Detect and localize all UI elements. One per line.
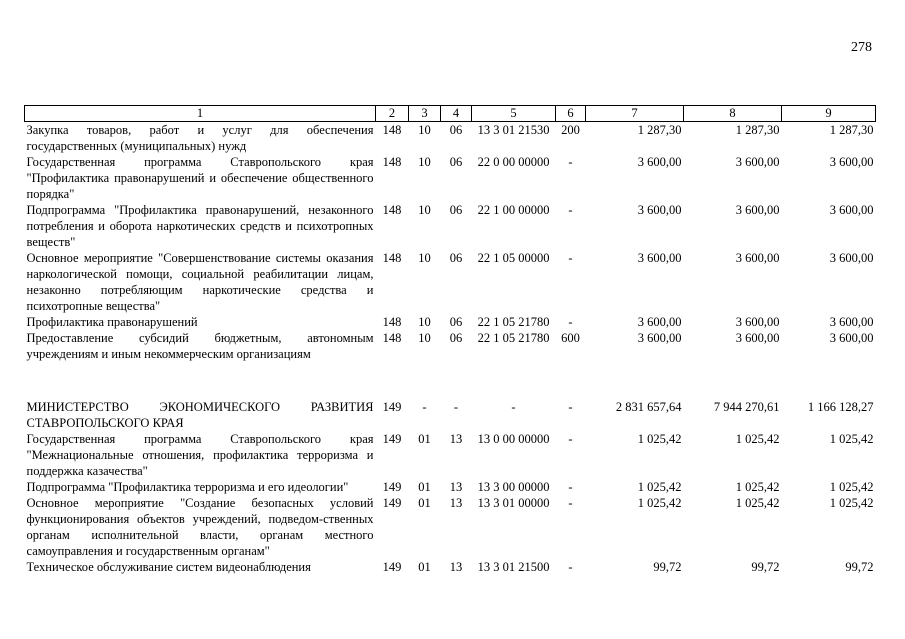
table-row [25,495,876,559]
target-article-code: 22 1 00 00000 [477,203,550,217]
target-article-code: 22 1 05 21780 [477,331,550,345]
table-row [25,330,876,362]
budget-table [24,105,876,575]
amount-col-7: 3 600,00 [637,315,682,329]
target-article-code: 13 3 00 00000 [477,480,550,494]
target-article-code: 22 1 05 00000 [477,251,550,265]
amount-col-8: 3 600,00 [735,315,780,329]
row-name: Государственная программа Ставропольского края "Межнациональные отношения, профилактика терроризма и поддержка казачества" [26,432,374,478]
row-name: Подпрограмма "Профилактика терроризма и его идеологии" [26,480,349,494]
ministry-code: 148 [382,155,402,169]
amount-col-8: 1 025,42 [735,496,780,510]
section-code: 10 [418,155,431,169]
amount-col-8: 1 025,42 [735,480,780,494]
spacer-row [25,362,876,399]
subsection-code: 06 [449,315,463,329]
amount-col-9: 3 600,00 [829,315,874,329]
amount-col-9: 1 025,42 [829,480,874,494]
expense-type-code: - [568,560,573,574]
expense-type-code: - [568,496,573,510]
section-code: 01 [418,560,431,574]
subsection-code: 06 [449,203,463,217]
amount-col-9: 3 600,00 [829,203,874,217]
amount-col-7: 3 600,00 [637,251,682,265]
column-number-header [25,106,876,122]
row-name: Основное мероприятие "Совершенствование системы оказания наркологической помощи, социальной реабилитации лицам, незаконно потребляющим наркотические средства и психотропные вещества" [26,251,374,313]
row-name: Предоставление субсидий бюджетным, автономным учреждениям и иным некоммерческим организациям [26,331,374,361]
target-article-code: 13 3 01 21530 [477,123,550,137]
header-col-9: 9 [782,106,876,122]
target-article-code: 13 3 01 21500 [477,560,550,574]
ministry-code: 149 [382,400,402,414]
row-name: Техническое обслуживание систем видеонаблюдения [26,560,311,574]
amount-col-7: 1 025,42 [637,496,682,510]
subsection-code: 06 [449,251,463,265]
expense-type-code: - [568,155,573,169]
expense-type-code: 200 [561,123,580,137]
header-col-4: 4 [441,106,472,122]
header-col-1: 1 [25,106,376,122]
subsection-code: 06 [449,331,463,345]
ministry-code: 149 [382,496,402,510]
section-code: 01 [418,432,431,446]
amount-col-7: 1 025,42 [637,432,682,446]
expense-type-code: - [568,315,573,329]
row-name: Закупка товаров, работ и услуг для обеспечения государственных (муниципальных) нужд [26,123,374,153]
ministry-code: 148 [382,123,402,137]
amount-col-9: 1 287,30 [829,123,874,137]
amount-col-8: 3 600,00 [735,251,780,265]
table-row [25,314,876,330]
header-col-2: 2 [376,106,409,122]
row-name: Государственная программа Ставропольского края "Профилактика правонарушений и обеспечение общественного порядка" [26,155,374,201]
row-name: Подпрограмма "Профилактика правонарушений, незаконного потребления и оборота наркотических средств и психотропных веществ" [26,203,374,249]
amount-col-9: 1 166 128,27 [807,400,874,414]
amount-col-7: 3 600,00 [637,203,682,217]
section-code: 01 [418,496,431,510]
subsection-code: 13 [449,432,463,446]
table-row [25,122,876,155]
ministry-code: 149 [382,480,402,494]
amount-col-8: 7 944 270,61 [713,400,780,414]
amount-col-8: 3 600,00 [735,155,780,169]
header-col-5: 5 [472,106,556,122]
row-name: Профилактика правонарушений [26,315,198,329]
table-row [25,559,876,575]
page-number: 278 [851,40,872,55]
table-row [25,250,876,314]
subsection-code: 06 [449,123,463,137]
ministry-code: 148 [382,251,402,265]
subsection-code: 06 [449,155,463,169]
amount-col-9: 99,72 [845,560,874,574]
section-code: 10 [418,331,431,345]
ministry-code: 149 [382,432,402,446]
subsection-code: - [453,400,459,414]
target-article-code: 22 0 00 00000 [477,155,550,169]
section-code: - [422,400,427,414]
amount-col-8: 3 600,00 [735,203,780,217]
header-col-6: 6 [556,106,586,122]
table-row [25,479,876,495]
amount-col-9: 1 025,42 [829,432,874,446]
expense-type-code: - [568,203,573,217]
amount-col-7: 3 600,00 [637,331,682,345]
ministry-code: 148 [382,331,402,345]
row-name: Основное мероприятие "Создание безопасных условий функционирования объектов учреждений, подведом-ственных органам исполнительной власти, органам местного самоуправления и государственным органам" [26,496,374,558]
subsection-code: 13 [449,560,463,574]
amount-col-8: 3 600,00 [735,331,780,345]
amount-col-9: 1 025,42 [829,496,874,510]
subsection-code: 13 [449,496,463,510]
target-article-code: 13 0 00 00000 [477,432,550,446]
expense-type-code: - [568,480,573,494]
target-article-code: 22 1 05 21780 [477,315,550,329]
expense-type-code: - [568,251,573,265]
expense-type-code: - [568,400,573,414]
amount-col-8: 1 287,30 [735,123,780,137]
row-name: МИНИСТЕРСТВО ЭКОНОМИЧЕСКОГО РАЗВИТИЯ СТАВРОПОЛЬСКОГО КРАЯ [26,400,374,430]
amount-col-7: 99,72 [653,560,682,574]
amount-col-9: 3 600,00 [829,331,874,345]
section-code: 10 [418,203,431,217]
amount-col-9: 3 600,00 [829,251,874,265]
ministry-code: 149 [382,560,402,574]
amount-col-9: 3 600,00 [829,155,874,169]
amount-col-8: 99,72 [751,560,780,574]
table-row [25,431,876,479]
header-col-8: 8 [684,106,782,122]
amount-col-7: 1 025,42 [637,480,682,494]
section-code: 01 [418,480,431,494]
table-row [25,154,876,202]
amount-col-7: 3 600,00 [637,155,682,169]
expense-type-code: - [568,432,573,446]
header-col-3: 3 [409,106,441,122]
target-article-code: - [511,400,516,414]
section-code: 10 [418,315,431,329]
section-code: 10 [418,123,431,137]
header-col-7: 7 [586,106,684,122]
ministry-code: 148 [382,203,402,217]
target-article-code: 13 3 01 00000 [477,496,550,510]
table-row [25,202,876,250]
ministry-code: 148 [382,315,402,329]
section-code: 10 [418,251,431,265]
amount-col-7: 2 831 657,64 [615,400,682,414]
amount-col-7: 1 287,30 [637,123,682,137]
amount-col-8: 1 025,42 [735,432,780,446]
table-row [25,399,876,431]
expense-type-code: 600 [561,331,580,345]
subsection-code: 13 [449,480,463,494]
